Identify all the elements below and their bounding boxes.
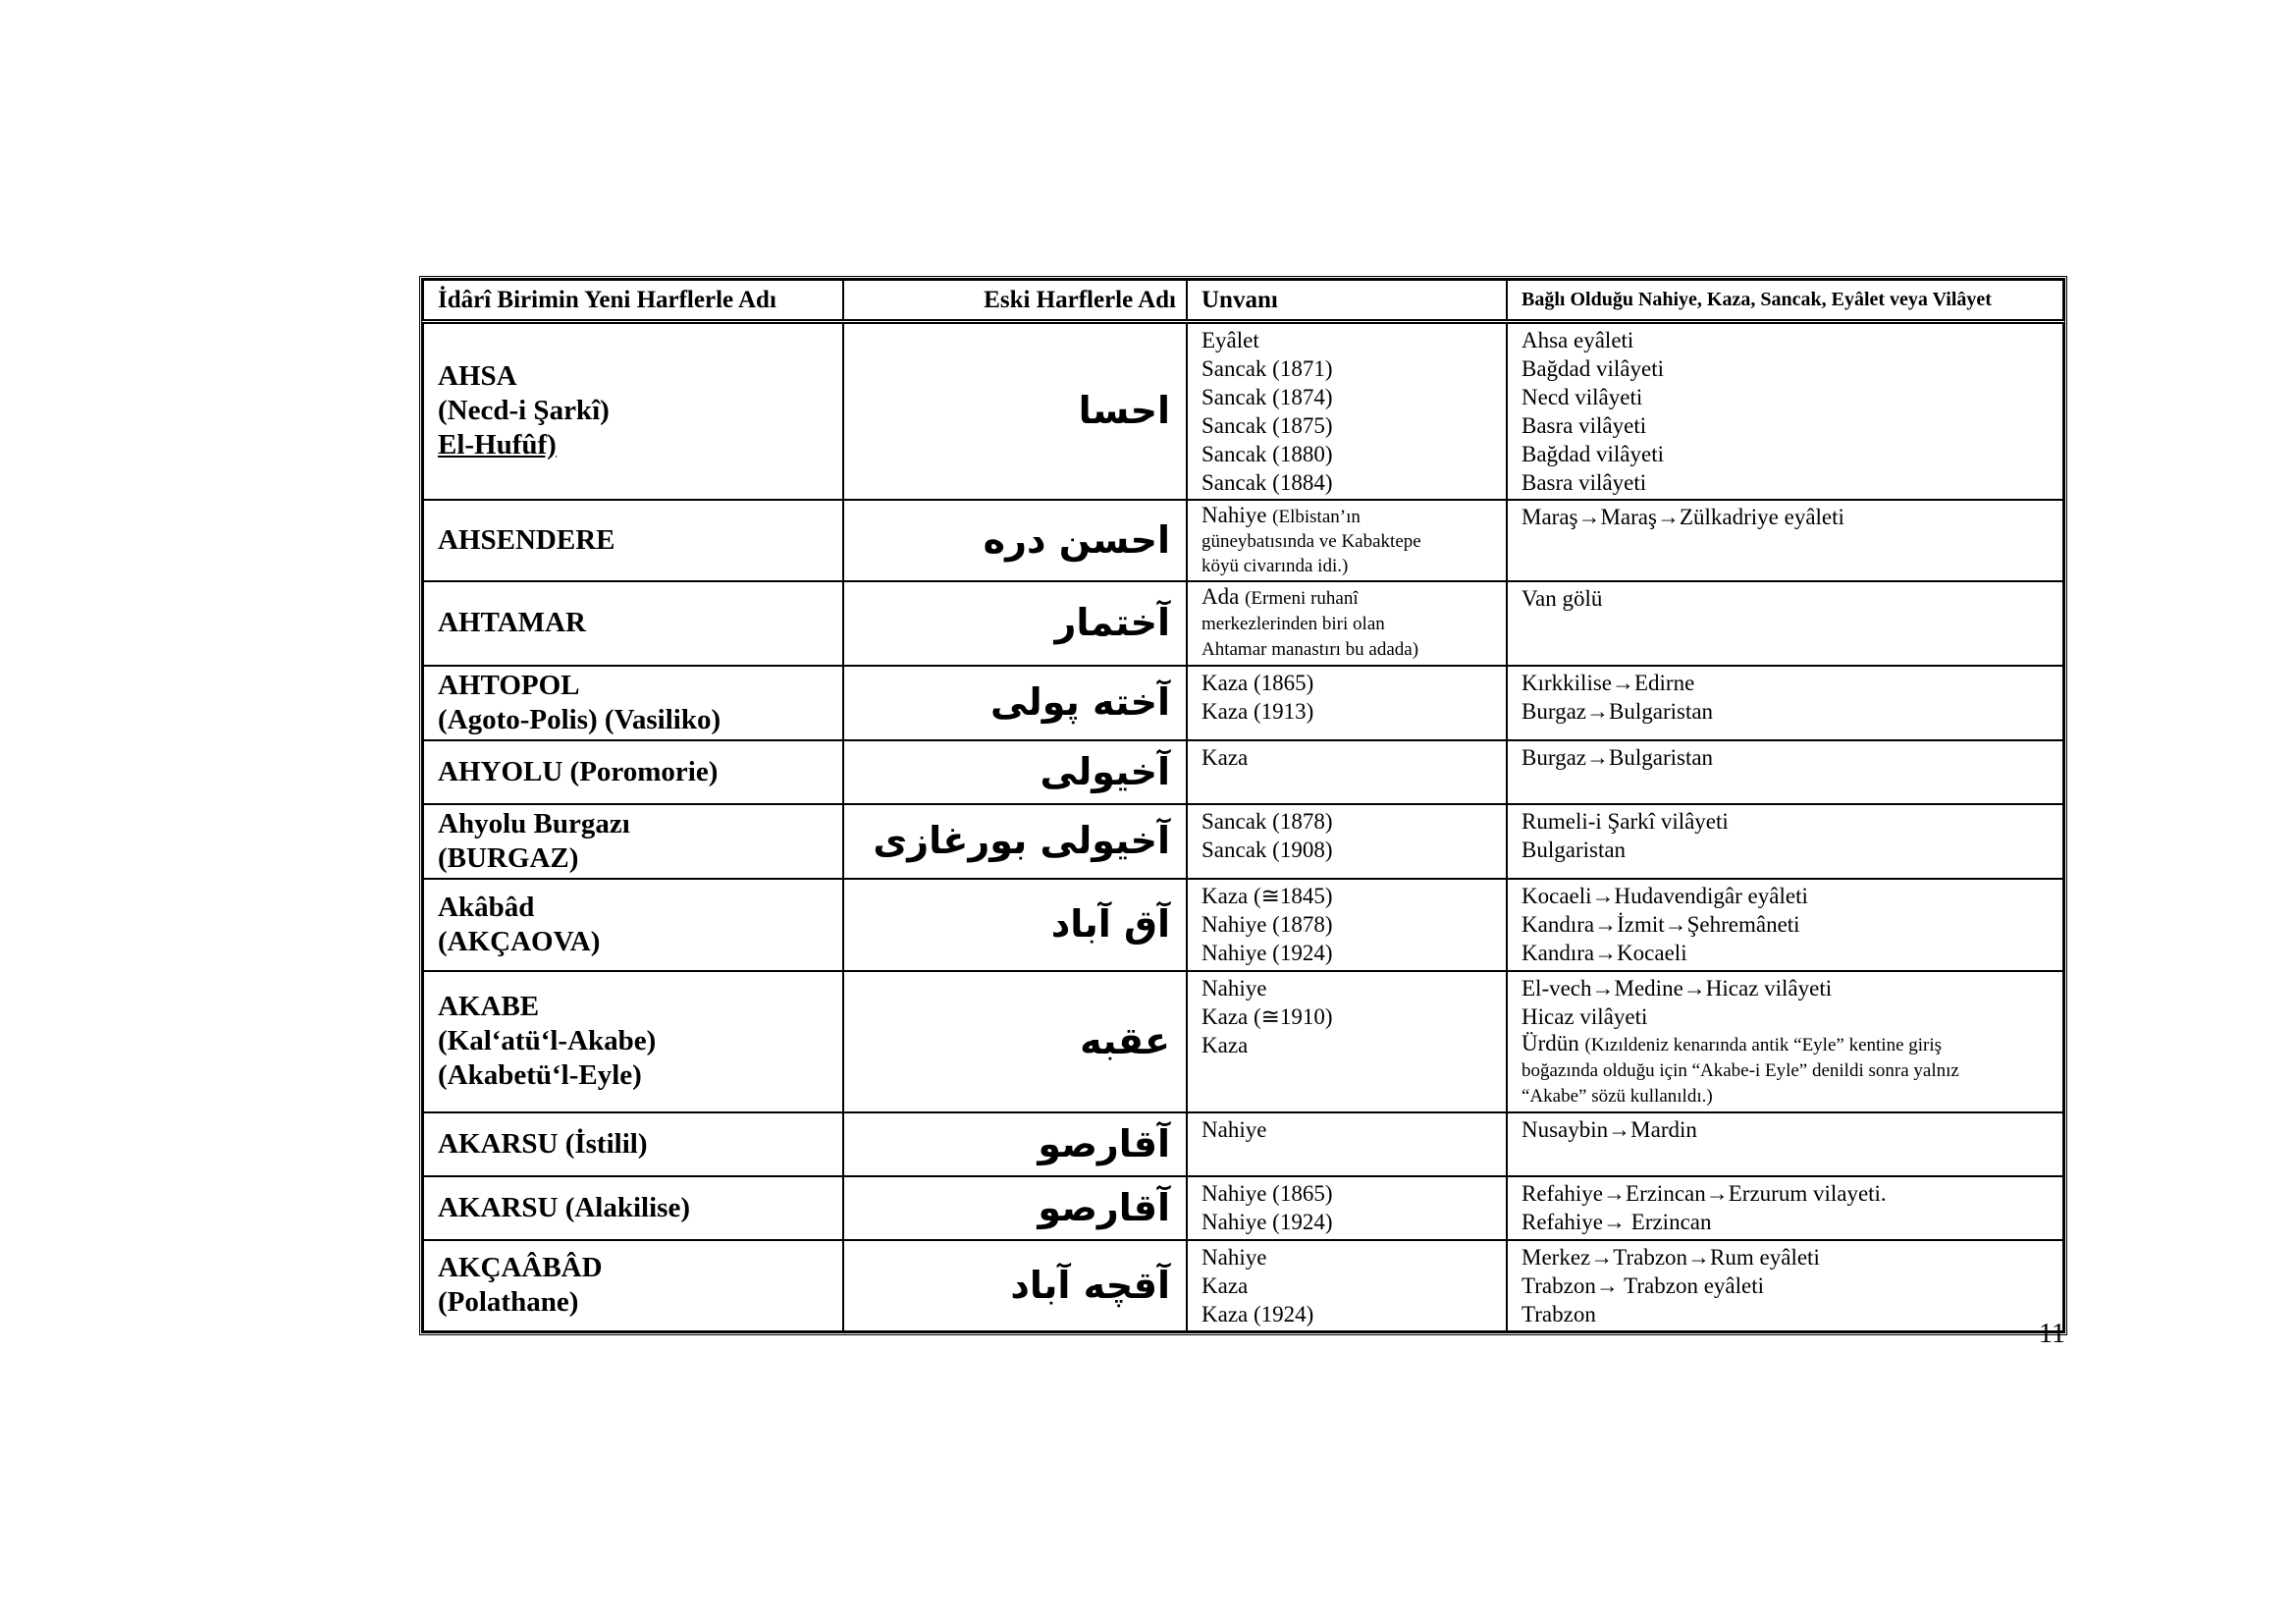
unit-name-cell — [423, 879, 843, 971]
parent-entry: Van gölü — [1522, 585, 1603, 611]
parent-entry: Basra vilâyeti — [1522, 469, 1647, 495]
parent-entry: Kandıra→Kocaeli — [1522, 940, 1687, 965]
parent-entry: Ürdün — [1522, 1030, 1579, 1056]
old-script-name: آخیولی — [843, 740, 1187, 804]
unit-name-cell — [423, 1112, 843, 1176]
parent-cell — [1507, 740, 2063, 804]
title-entry: Ada — [1201, 583, 1240, 609]
title-cell — [1187, 1112, 1507, 1176]
parent-entry: Maraş→Maraş→Zülkadriye eyâleti — [1522, 504, 1844, 529]
parent-cell — [1507, 1112, 2063, 1176]
title-entry: Sancak (1908) — [1201, 837, 1333, 862]
unit-name-cell — [423, 500, 843, 581]
title-cell — [1187, 666, 1507, 740]
table-row — [423, 1112, 2063, 1176]
parent-cell — [1507, 879, 2063, 971]
title-entry: Nahiye — [1201, 975, 1267, 1001]
parent-note: (Kızıldeniz kenarında antik “Eyle” kentine giriş — [1584, 1034, 1943, 1056]
title-cell — [1187, 581, 1507, 666]
parent-entry: Refahiye→ Erzincan — [1522, 1209, 1712, 1234]
unit-alt-name: (Polathane) — [438, 1286, 579, 1318]
table-row — [423, 321, 2063, 500]
unit-alt-name: (BURGAZ) — [438, 841, 579, 874]
unit-name-cell — [423, 666, 843, 740]
title-entry: Nahiye — [1201, 502, 1267, 527]
parent-cell — [1507, 581, 2063, 666]
old-script-name: احسا — [843, 321, 1187, 500]
title-entry: Sancak (1871) — [1201, 355, 1333, 381]
title-entry: Kaza — [1201, 1272, 1249, 1298]
old-script-name: آقارصو — [843, 1176, 1187, 1240]
unit-alt-name: El-Hufûf) — [438, 429, 557, 460]
unit-name-cell — [423, 971, 843, 1112]
unit-alt-name: (AKÇAOVA) — [438, 925, 601, 957]
unit-name: AHYOLU (Poromorie) — [438, 755, 719, 787]
title-cell — [1187, 1240, 1507, 1331]
unit-name-cell — [423, 321, 843, 500]
parent-entry: Bağdad vilâyeti — [1522, 355, 1664, 381]
title-note: güneybatısında ve Kabaktepe — [1201, 530, 1421, 552]
parent-entry: Hicaz vilâyeti — [1522, 1003, 1648, 1029]
title-cell — [1187, 804, 1507, 879]
table-row — [423, 879, 2063, 971]
title-entry: Sancak (1875) — [1201, 412, 1333, 438]
title-entry: Kaza — [1201, 1032, 1249, 1057]
title-entry: Sancak (1884) — [1201, 469, 1333, 495]
title-note: köyü civarında idi.) — [1201, 555, 1349, 576]
parent-entry: Rumeli-i Şarkî vilâyeti — [1522, 808, 1729, 834]
parent-entry: Bulgaristan — [1522, 837, 1627, 862]
title-note: (Elbistan’ın — [1272, 506, 1361, 527]
title-entry: Nahiye — [1201, 1116, 1267, 1142]
unit-name: AHTAMAR — [438, 607, 586, 638]
parent-note: “Akabe” sözü kullanıldı.) — [1522, 1085, 1713, 1107]
title-cell — [1187, 971, 1507, 1112]
header-new-name: İdârî Birimin Yeni Harflerle Adı — [423, 280, 843, 321]
unit-name-cell — [423, 1176, 843, 1240]
parent-entry: Trabzon — [1522, 1301, 1596, 1326]
title-entry: Kaza (1924) — [1201, 1301, 1314, 1326]
table-row — [423, 1240, 2063, 1331]
title-entry: Sancak (1878) — [1201, 808, 1333, 834]
old-script-name: آق آباد — [843, 879, 1187, 971]
unit-name: AKARSU (İstilil) — [438, 1127, 648, 1160]
title-entry: Nahiye (1865) — [1201, 1180, 1333, 1206]
table-row — [423, 804, 2063, 879]
old-script-name: عقبه — [843, 971, 1187, 1112]
header-old-name: Eski Harflerle Adı — [843, 280, 1187, 321]
table-row — [423, 971, 2063, 1112]
unit-name: AKABE — [438, 991, 540, 1022]
parent-entry: El-vech→Medine→Hicaz vilâyeti — [1522, 975, 1833, 1001]
title-cell — [1187, 879, 1507, 971]
parent-note: boğazında olduğu için “Akabe-i Eyle” denildi sonra yalnız — [1522, 1059, 1959, 1081]
table-header-row — [423, 280, 2063, 321]
old-script-name: آخته پولی — [843, 666, 1187, 740]
title-entry: Kaza (≅1910) — [1201, 1003, 1333, 1029]
parent-cell — [1507, 804, 2063, 879]
title-note: Ahtamar manastırı bu adada) — [1201, 638, 1419, 660]
title-entry: Kaza — [1201, 744, 1249, 770]
title-entry: Kaza (1865) — [1201, 670, 1314, 695]
parent-cell — [1507, 666, 2063, 740]
parent-entry: Merkez→Trabzon→Rum eyâleti — [1522, 1244, 1820, 1270]
header-parent: Bağlı Olduğu Nahiye, Kaza, Sancak, Eyâlet veya Vilâyet — [1507, 280, 2063, 321]
administrative-units-table — [422, 279, 2064, 1332]
title-entry: Nahiye (1924) — [1201, 940, 1333, 965]
title-entry: Sancak (1874) — [1201, 384, 1333, 409]
title-entry: Nahiye (1878) — [1201, 911, 1333, 937]
unit-name-cell — [423, 1240, 843, 1331]
old-script-name: آقارصو — [843, 1112, 1187, 1176]
parent-cell — [1507, 971, 2063, 1112]
old-script-name: آختمار — [843, 581, 1187, 666]
table-row — [423, 500, 2063, 581]
parent-entry: Nusaybin→Mardin — [1522, 1116, 1697, 1142]
unit-name: AHSA — [438, 360, 517, 392]
title-entry: Nahiye — [1201, 1244, 1267, 1270]
parent-cell — [1507, 500, 2063, 581]
parent-entry: Kırkkilise→Edirne — [1522, 670, 1695, 695]
old-script-name: احسن دره — [843, 500, 1187, 581]
parent-entry: Bağdad vilâyeti — [1522, 441, 1664, 466]
table-row — [423, 1176, 2063, 1240]
unit-alt-name: (Agoto-Polis) (Vasiliko) — [438, 703, 721, 735]
page-number: 11 — [2039, 1319, 2065, 1349]
parent-cell — [1507, 1240, 2063, 1331]
unit-alt-name: (Kal‘atü‘l-Akabe) — [438, 1025, 657, 1056]
parent-cell — [1507, 1176, 2063, 1240]
title-cell — [1187, 1176, 1507, 1240]
parent-entry: Burgaz→Bulgaristan — [1522, 698, 1714, 724]
unit-name: AKARSU (Alakilise) — [438, 1191, 690, 1223]
unit-name: Akâbâd — [438, 891, 535, 923]
title-entry: Sancak (1880) — [1201, 441, 1333, 466]
table-row — [423, 740, 2063, 804]
table-row — [423, 666, 2063, 740]
parent-entry: Kocaeli→Hudavendigâr eyâleti — [1522, 883, 1808, 908]
title-entry: Kaza (1913) — [1201, 698, 1314, 724]
unit-name: AHSENDERE — [438, 523, 615, 556]
unit-name: Ahyolu Burgazı — [438, 807, 630, 839]
parent-entry: Necd vilâyeti — [1522, 384, 1643, 409]
header-title: Unvanı — [1187, 280, 1507, 321]
title-cell — [1187, 321, 1507, 500]
parent-entry: Trabzon→ Trabzon eyâleti — [1522, 1272, 1765, 1298]
table-row — [423, 581, 2063, 666]
administrative-units-table-frame — [419, 276, 2067, 1335]
title-entry: Nahiye (1924) — [1201, 1209, 1333, 1234]
parent-cell — [1507, 321, 2063, 500]
parent-entry: Burgaz→Bulgaristan — [1522, 744, 1714, 770]
title-note: merkezlerinden biri olan — [1201, 613, 1385, 634]
old-script-name: آخیولی بورغازی — [843, 804, 1187, 879]
title-entry: Eyâlet — [1201, 327, 1259, 352]
title-cell — [1187, 500, 1507, 581]
title-note: (Ermeni ruhanî — [1245, 587, 1359, 609]
unit-name-cell — [423, 581, 843, 666]
old-script-name: آقچه آباد — [843, 1240, 1187, 1331]
parent-entry: Basra vilâyeti — [1522, 412, 1647, 438]
unit-name: AHTOPOL — [438, 669, 580, 701]
parent-entry: Ahsa eyâleti — [1522, 327, 1634, 352]
unit-name-cell — [423, 740, 843, 804]
parent-entry: Kandıra→İzmit→Şehremâneti — [1522, 911, 1800, 937]
parent-entry: Refahiye→Erzincan→Erzurum vilayeti. — [1522, 1180, 1887, 1206]
unit-alt-name: (Necd-i Şarkî) — [438, 395, 610, 426]
unit-name-cell — [423, 804, 843, 879]
title-cell — [1187, 740, 1507, 804]
title-entry: Kaza (≅1845) — [1201, 883, 1333, 908]
unit-alt-name: (Akabetü‘l-Eyle) — [438, 1059, 642, 1091]
unit-name: AKÇAÂBÂD — [438, 1252, 603, 1283]
